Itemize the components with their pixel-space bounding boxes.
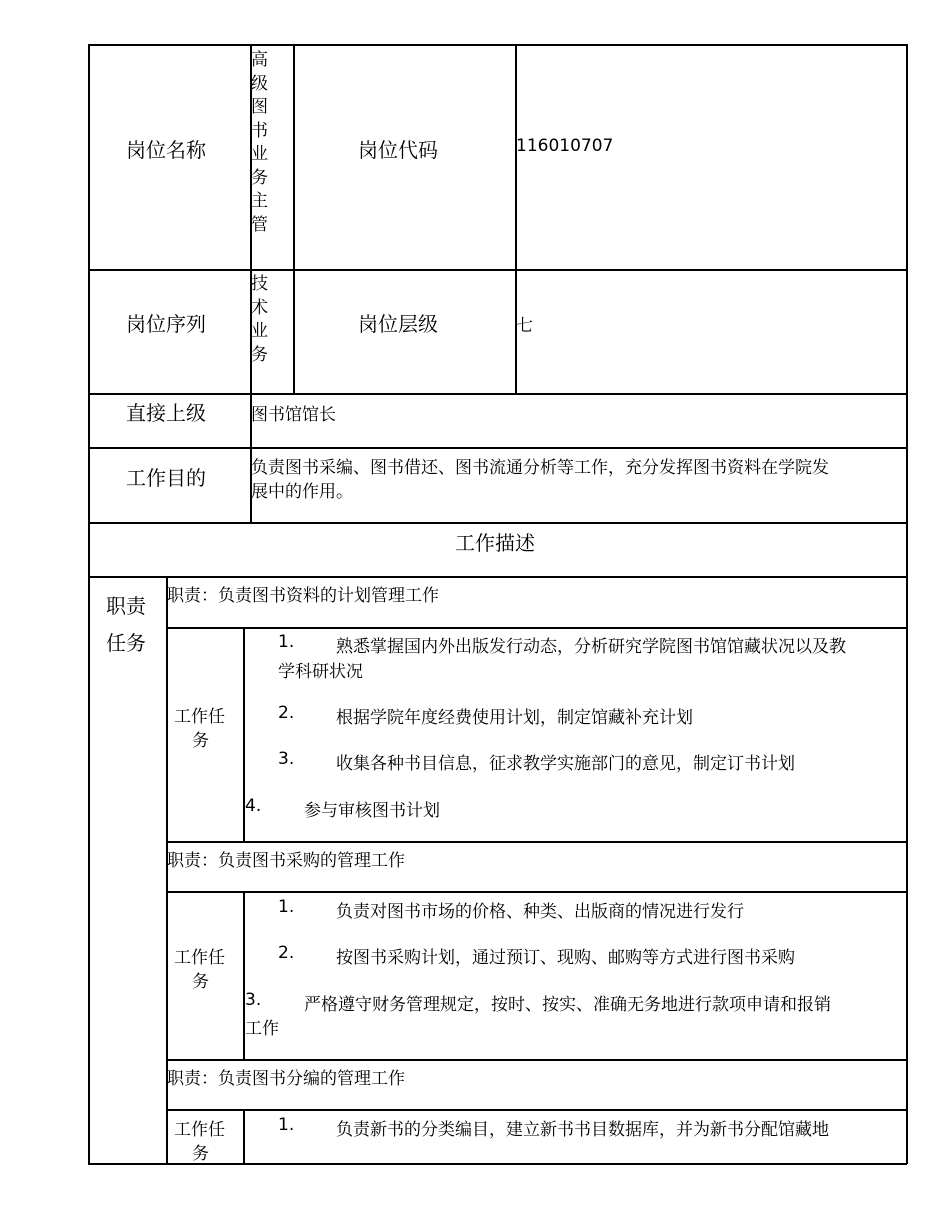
duties-label-line1: 职责	[106, 594, 146, 618]
task-label-line1: 工作任	[174, 707, 225, 727]
task-text: 根据学院年度经费使用计划，制定馆藏补充计划	[336, 708, 693, 728]
row-divider	[166, 1109, 907, 1111]
position-series-value: 技术业务	[251, 274, 268, 365]
table-border	[906, 44, 908, 1164]
purpose-text-line1: 负责图书采编、图书借还、图书流通分析等工作，充分发挥图书资料在学院发	[251, 458, 829, 478]
row-divider	[88, 393, 907, 395]
duties-label-line2: 任务	[106, 631, 146, 655]
task-text: 负责新书的分类编目，建立新书书目数据库，并为新书分配馆藏地	[336, 1120, 829, 1140]
position-name-value: 高级图书业务主管	[251, 50, 268, 235]
task-text-continued: 工作	[245, 1019, 279, 1039]
task-number: 1.	[278, 1115, 295, 1135]
row-divider	[166, 1059, 907, 1061]
task-number: 3.	[278, 749, 295, 769]
supervisor-value: 图书馆馆长	[251, 405, 336, 425]
row-divider	[166, 891, 907, 893]
task-text: 熟悉掌握国内外出版发行动态，分析研究学院图书馆馆藏状况以及教	[336, 637, 846, 657]
task-text-continued: 学科研状况	[278, 662, 363, 682]
task-text: 收集各种书目信息，征求教学实施部门的意见，制定订书计划	[336, 754, 795, 774]
task-text: 按图书采购计划，通过预订、现购、邮购等方式进行图书采购	[336, 948, 795, 968]
task-label-line2: 务	[192, 1144, 209, 1164]
position-name-label: 岗位名称	[126, 138, 206, 162]
position-code-value: 116010707	[516, 136, 614, 156]
row-divider	[166, 841, 907, 843]
row-divider	[88, 447, 907, 449]
task-number: 4.	[245, 796, 262, 816]
table-border	[88, 44, 907, 46]
duty-title: 职责：负责图书分编的管理工作	[167, 1069, 405, 1089]
task-number: 3.	[245, 990, 262, 1010]
duty-title: 职责：负责图书采购的管理工作	[167, 851, 405, 871]
task-text: 严格遵守财务管理规定，按时、按实、准确无务地进行款项申请和报销	[304, 995, 831, 1015]
table-border	[88, 44, 90, 1164]
table-border	[88, 1163, 907, 1165]
row-divider	[166, 627, 907, 629]
task-text: 负责对图书市场的价格、种类、出版商的情况进行发行	[336, 902, 744, 922]
purpose-text-line2: 展中的作用。	[251, 482, 353, 502]
task-text: 参与审核图书计划	[304, 801, 440, 821]
row-divider	[88, 522, 907, 524]
position-level-value: 七	[516, 316, 533, 336]
section-title: 工作描述	[455, 531, 535, 555]
task-label-line1: 工作任	[174, 948, 225, 968]
position-level-label: 岗位层级	[358, 312, 438, 336]
task-number: 1.	[278, 632, 295, 652]
task-number: 2.	[278, 703, 295, 723]
task-number: 2.	[278, 943, 295, 963]
task-number: 1.	[278, 897, 295, 917]
supervisor-label: 直接上级	[126, 401, 206, 425]
col-divider	[293, 44, 295, 394]
col-divider	[243, 1109, 245, 1164]
position-series-label: 岗位序列	[126, 312, 206, 336]
purpose-label: 工作目的	[126, 466, 206, 490]
row-divider	[88, 576, 907, 578]
task-label-line1: 工作任	[174, 1120, 225, 1140]
task-label-line2: 务	[192, 731, 209, 751]
task-label-line2: 务	[192, 972, 209, 992]
col-divider	[515, 44, 517, 394]
row-divider	[88, 269, 907, 271]
duty-title: 职责：负责图书资料的计划管理工作	[167, 586, 439, 606]
position-code-label: 岗位代码	[358, 138, 438, 162]
